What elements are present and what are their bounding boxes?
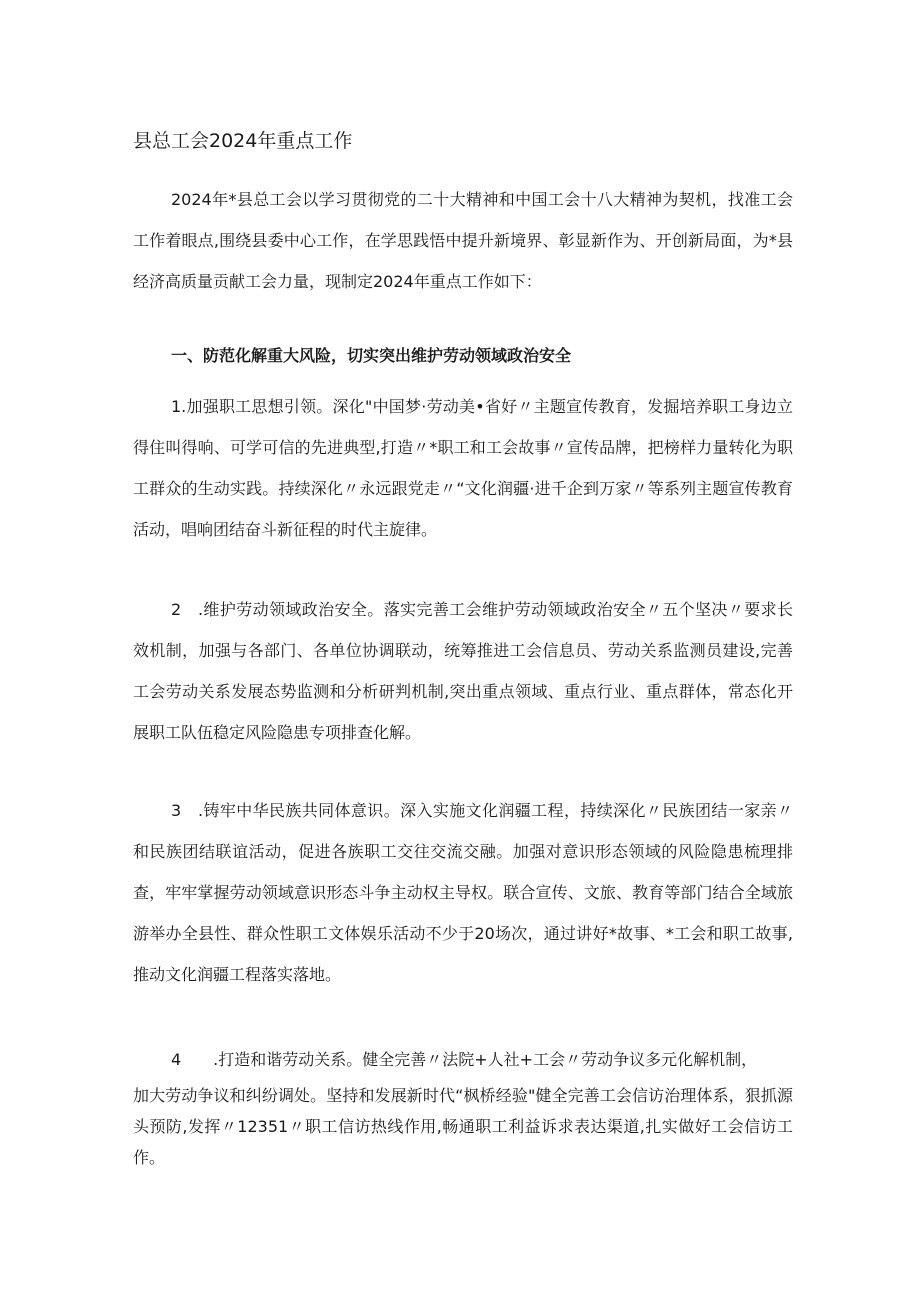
item-paragraph-3: 3 .铸牢中华民族共同体意识。深入实施文化润疆工程，持续深化〃民族团结一家亲〃和民族团结联谊活动，促进各族职工交往交流交融。加强对意识形态领域的风险隐患梳理排查，牢牢掌握劳动领域意识形态斗争主动权主导权。联合宣传、文旅、教育等部门结合全域旅游举办全县性、群众性职工文体娱乐活动不少于20场次，通过讲好*故事、*工会和职工故事,推动文化润疆工程落实落地。 xyxy=(133,801,793,984)
section-heading: 一、防范化解重大风险，切实突出维护劳动领域政治安全 xyxy=(171,346,572,365)
item-4-continuation: 加大劳动争议和纠纷调处。坚持和发展新时代“枫桥经验"健全完善工会信访治理体系，狠抓源头预防,发挥〃12351〃职工信访热线作用,畅通职工利益诉求表达渠道,扎实做好工会信访工作。 xyxy=(133,1086,793,1167)
item-4-first-line: 4 .打造和谐劳动关系。健全完善〃法院+人社+工会〃劳动争议多元化解机制， xyxy=(171,1050,758,1069)
item-paragraph-1: 1.加强职工思想引领。深化"中国梦·劳动美•省好〃主题宣传教育，发掘培养职工身边立得住叫得响、可学可信的先进典型,打造〃*职工和工会故事〃宣传品牌，把榜样力量转化为职工群众的生动实践。持续深化〃永远跟党走〃“文化润疆·进千企到万家〃等系列主题宣传教育活动，唱响团结奋斗新征程的时代主旋律。 xyxy=(133,397,793,539)
document-title: 县总工会2024年重点工作 xyxy=(133,130,353,152)
intro-paragraph: 2024年*县总工会以学习贯彻党的二十大精神和中国工会十八大精神为契机，找准工会工作着眼点,围绕县委中心工作，在学思践悟中提升新境界、彰显新作为、开创新局面，为*县经济高质量贡献工会力量，现制定2024年重点工作如下： xyxy=(133,190,793,291)
item-paragraph-2: 2 .维护劳动领域政治安全。落实完善工会维护劳动领域政治安全〃五个坚决〃要求长效机制，加强与各部门、各单位协调联动，统筹推进工会信息员、劳动关系监测员建设,完善工会劳动关系发展态势监测和分析研判机制,突出重点领域、重点行业、重点群体，常态化开展职工队伍稳定风险隐患专项排查化解。 xyxy=(133,600,793,742)
item-paragraph-4 xyxy=(133,1039,793,1173)
